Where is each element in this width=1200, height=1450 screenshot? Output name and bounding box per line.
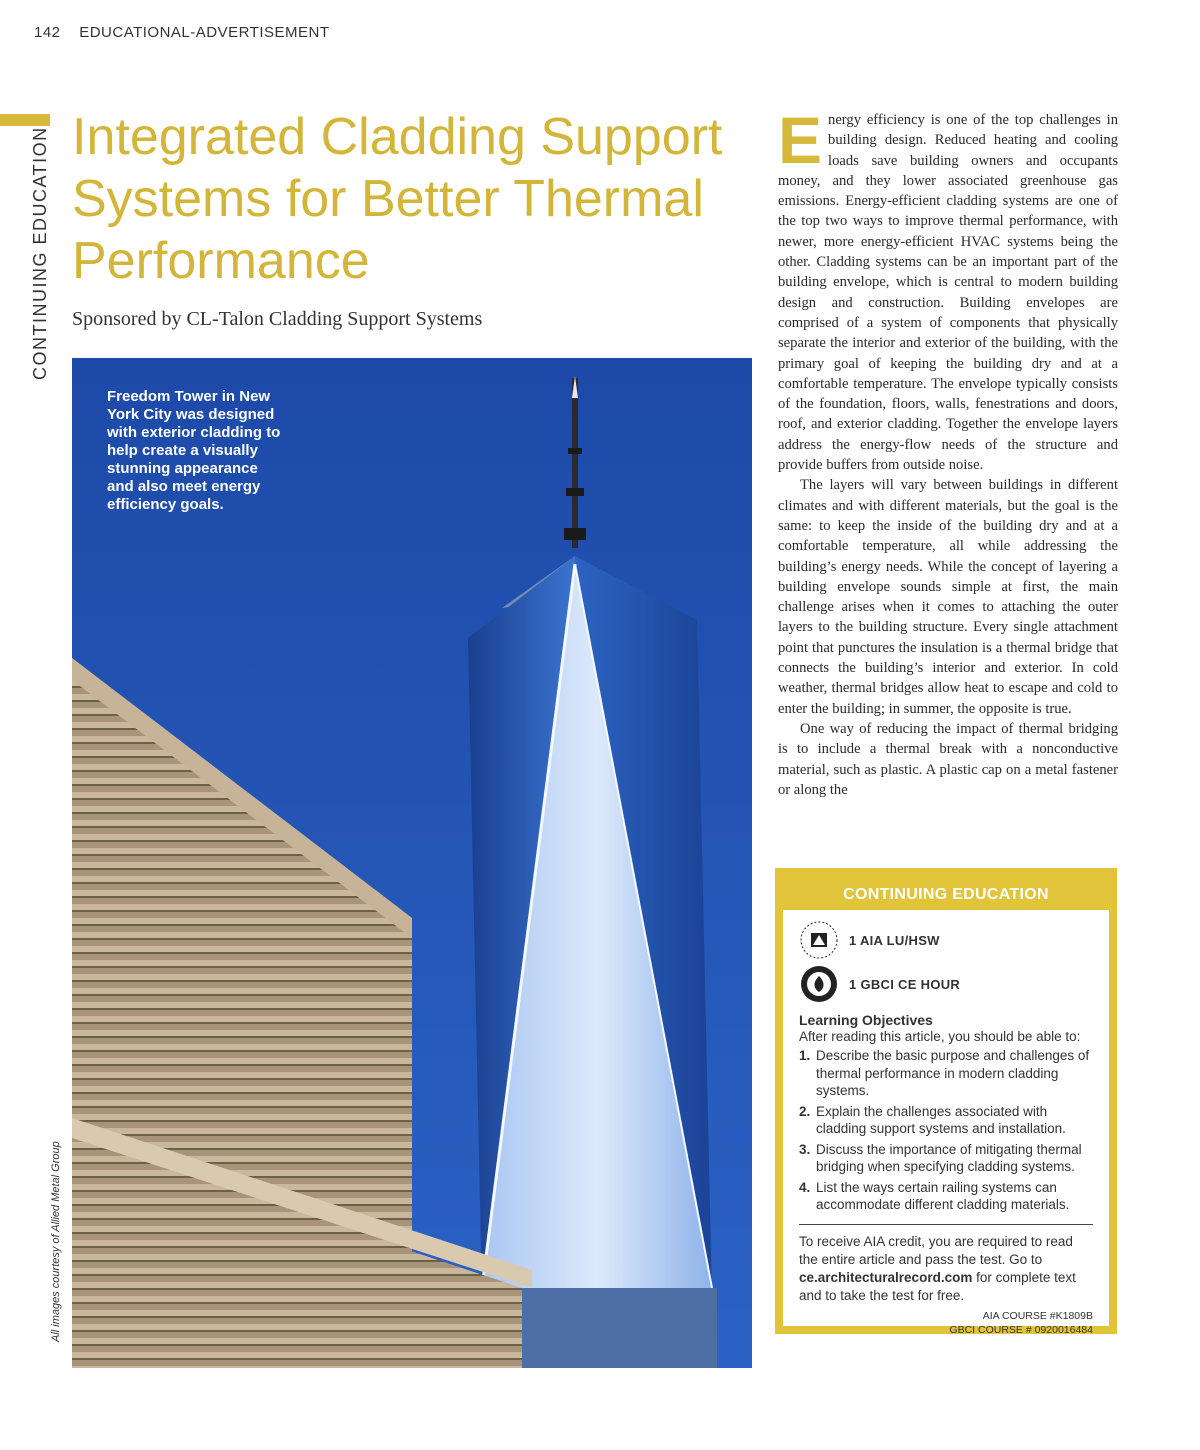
photo-credit: All images courtesy of Allied Metal Group (50, 1141, 62, 1342)
article-body (778, 103, 1118, 800)
credit-aia (799, 918, 1093, 962)
ce-box-title: CONTINUING EDUCATION (843, 886, 1049, 903)
article-paragraph-2: The layers will vary between buildings in different climates and with different materials, but the goal is the same: to keep the inside of the building dry and at a comfortable temperature, all while addressing the building’s energy needs. While the concept of layering a building envelope sounds simple at first, the main challenge arises when it comes to attaching the outer layers to the building structure. Every single attachment point that punctures the insulation is a thermal bridge that connects the building’s interior and exterior. In cold weather, thermal bridges allow heat to escape and cold to enter the building; in summer, the opposite is true. (778, 477, 1118, 717)
side-section-label: CONTINUING EDUCATION (30, 126, 50, 380)
page-number: 142 (34, 24, 61, 41)
page-header (34, 24, 330, 41)
photo-caption: Freedom Tower in New York City was designed with exterior cladding to help create a visually stunning appearance and also meet energy efficiency goals. (107, 388, 281, 513)
objectives-list (799, 1047, 1093, 1214)
learning-objectives-title: Learning Objectives (799, 1012, 933, 1028)
side-accent-bar (0, 114, 50, 126)
article-paragraph-3: One way of reducing the impact of thermal bridging is to include a thermal break with a nonconductive material, such as plastic. A plastic cap on a metal fastener or along the (778, 720, 1118, 798)
objective-item (799, 1047, 1093, 1100)
credit-gbci-label: 1 GBCI CE HOUR (849, 976, 961, 992)
learning-objectives-intro: After reading this article, you should be able to: (799, 1029, 1081, 1044)
credit-gbci (799, 962, 1093, 1006)
aia-credit-note (799, 1233, 1093, 1305)
objective-text: Discuss the importance of mitigating thermal bridging when specifying cladding systems. (816, 1141, 1082, 1174)
objective-number: 3. (799, 1141, 811, 1157)
paragraph-text: nergy efficiency is one of the top challenges in building design. Reduced heating and cooling loads save building owners and occupants money, and they lower associated greenhouse gas emissions. Energy-efficient cladding systems are one of the top two ways to improve thermal performance, with newer, more energy-efficient HVAC systems being the other. Cladding systems can be an important part of the building envelope, which is central to modern building design and construction. Building envelopes are comprised of a system of components that physically separate the interior and exterior of the building, with the primary goal of keeping the building dry and at a comfortable temperature. The envelope typically consists of the foundation, floors, walls, fenestrations and doors, roof, and exterior cladding. Together the envelope layers address the energy-flow needs of the structure and provide buffers from outside noise. (778, 112, 1118, 474)
note-text: for complete text and to take the test for free. (799, 1269, 1076, 1303)
continuing-education-box (775, 868, 1117, 1334)
objective-text: List the ways certain railing systems can accommodate different cladding materials. (816, 1179, 1070, 1212)
divider (799, 1224, 1093, 1225)
article-title: Integrated Cladding Support Systems for Better Thermal Performance (72, 108, 723, 290)
objective-number: 1. (799, 1048, 811, 1063)
objective-item (799, 1179, 1093, 1214)
section-label: EDUCATIONAL-ADVERTISEMENT (79, 24, 330, 41)
drop-cap: E (778, 103, 823, 177)
aia-course-number: AIA COURSE #K1809B (982, 1309, 1093, 1322)
note-text: To receive AIA credit, you are required to read the entire article and pass the test. Go to (799, 1233, 1073, 1267)
article-paragraph-1 (778, 103, 1118, 475)
course-numbers (799, 1309, 1093, 1337)
objective-text: Explain the challenges associated with cladding support systems and installation. (816, 1103, 1066, 1136)
gbci-course-number: GBCI COURSE # 0920016484 (949, 1323, 1093, 1336)
usgbc-icon (799, 964, 839, 1004)
sponsor-line: Sponsored by CL-Talon Cladding Support Systems (72, 308, 483, 330)
objective-text: Describe the basic purpose and challenges of thermal performance in modern cladding systems. (816, 1048, 1090, 1098)
objective-number: 2. (799, 1103, 811, 1119)
ce-box-content (783, 910, 1109, 1336)
aia-continuing-education-icon (799, 920, 839, 960)
objective-number: 4. (799, 1179, 811, 1195)
course-link[interactable]: ce.architecturalrecord.com (799, 1269, 973, 1285)
objective-item (799, 1103, 1093, 1138)
objective-item (799, 1141, 1093, 1176)
credit-aia-label: 1 AIA LU/HSW (849, 932, 940, 948)
tower-photo (72, 358, 752, 1368)
